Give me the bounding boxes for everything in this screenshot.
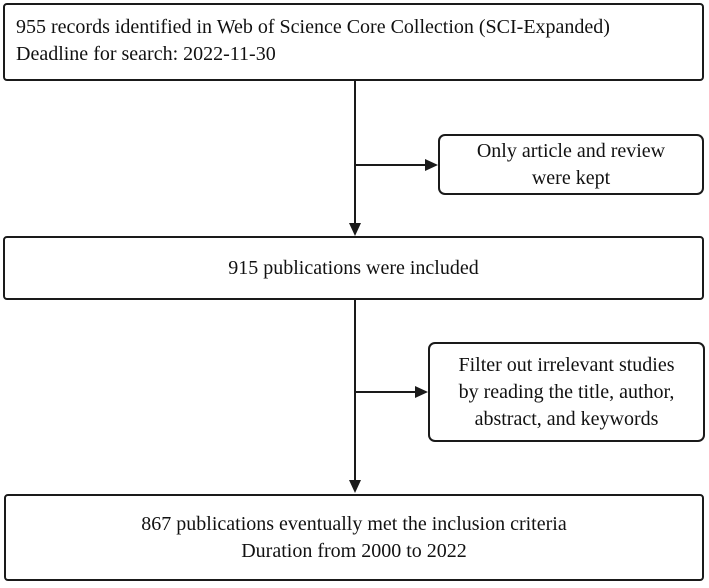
arrow-down-icon xyxy=(349,223,361,236)
duration-line: Duration from 2000 to 2022 xyxy=(241,539,467,562)
filter-article-review-box xyxy=(438,134,704,195)
arrow-right-icon xyxy=(425,159,438,171)
filter-irrelevant-studies-box xyxy=(428,342,705,442)
branch-line-to-side-box-2 xyxy=(354,391,416,393)
arrow-right-icon xyxy=(415,386,428,398)
inclusion-criteria-box xyxy=(4,494,704,581)
records-identified-line1: 955 records identified in Web of Science Core Collection (SCI-Expanded) xyxy=(16,16,610,38)
publications-included-line: 915 publications were included xyxy=(228,256,479,279)
filter-irrelevant-line2: by reading the title, author, xyxy=(458,380,675,403)
filter-article-review-line2: were kept xyxy=(531,166,611,189)
publications-included-box xyxy=(3,236,704,300)
filter-article-review-line1: Only article and review xyxy=(476,139,666,162)
connector-top-to-middle-line xyxy=(354,81,356,224)
filter-irrelevant-line1: Filter out irrelevant studies xyxy=(458,353,675,376)
arrow-down-icon xyxy=(349,480,361,493)
filter-irrelevant-line3: abstract, and keywords xyxy=(474,407,659,430)
branch-line-to-side-box-1 xyxy=(354,164,426,166)
records-identified-box xyxy=(3,3,704,81)
inclusion-criteria-line1: 867 publications eventually met the inclusion criteria xyxy=(141,512,567,535)
search-deadline-line: Deadline for search: 2022-11-30 xyxy=(16,43,276,65)
